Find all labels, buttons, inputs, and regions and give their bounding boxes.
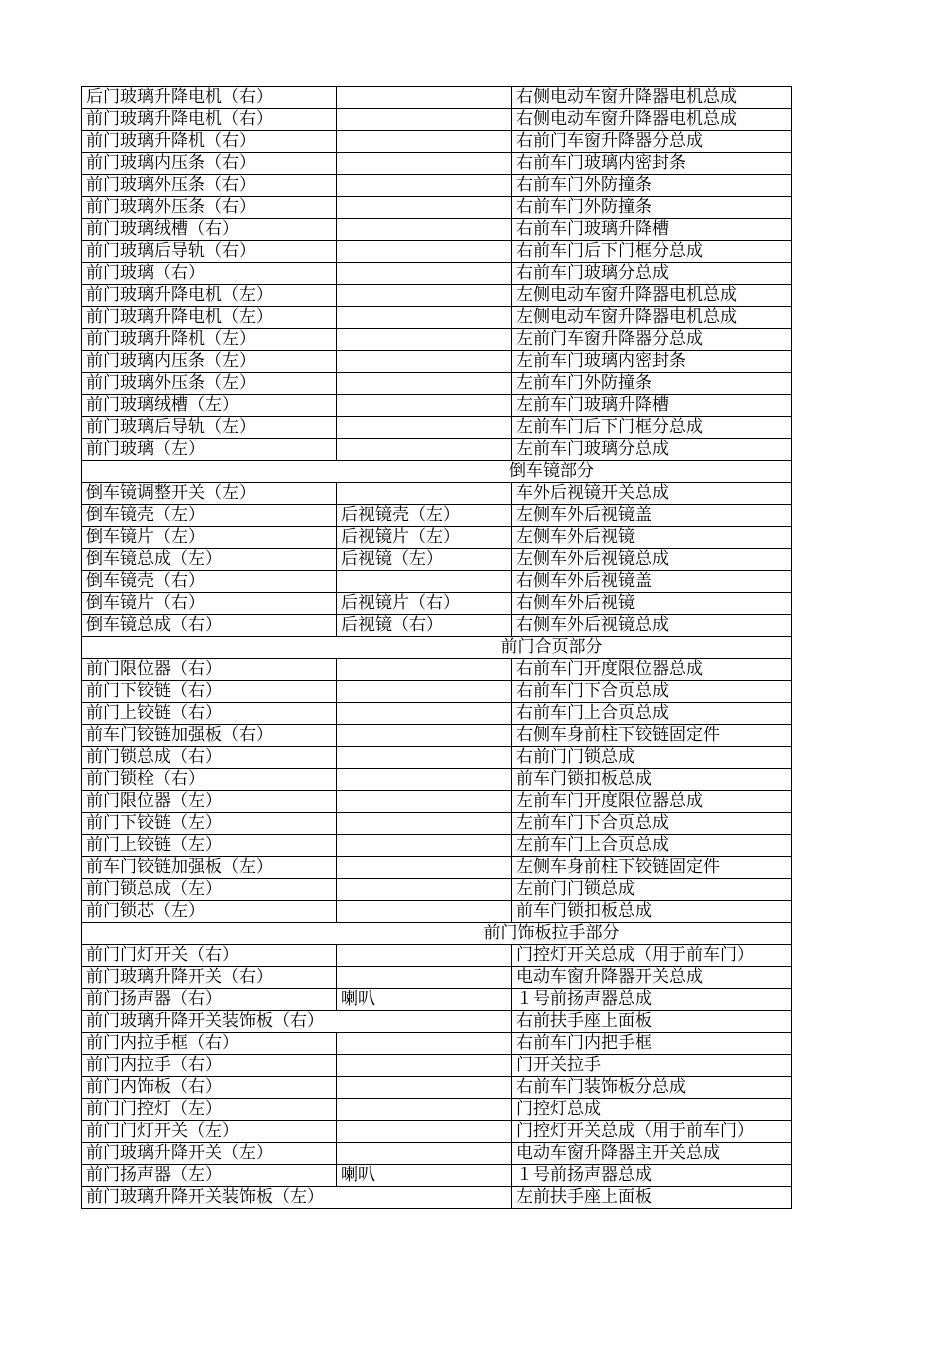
table-row [82,549,792,571]
standard-name-cell: 左前车门玻璃分总成 [512,439,792,461]
standard-name-cell: 右侧车外后视镜总成 [512,615,792,637]
part-name-cell: 前门上铰链（左） [82,835,337,857]
standard-name-cell: 右前车门后下门框分总成 [512,241,792,263]
alias-name-cell [337,483,512,505]
table-row [82,373,792,395]
section-title: 倒车镜部分 [82,461,792,483]
alias-name-cell: 后视镜片（左） [337,527,512,549]
part-name-cell: 倒车镜调整开关（左） [82,483,337,505]
part-name-cell: 前门扬声器（右） [82,989,337,1011]
parts-table-body [82,87,792,1209]
alias-name-cell [337,175,512,197]
alias-name-cell [337,1143,512,1165]
part-name-cell: 前门下铰链（右） [82,681,337,703]
standard-name-cell: 门控灯开关总成（用于前车门） [512,1121,792,1143]
alias-name-cell [337,901,512,923]
part-name-cell: 前门门灯开关（右） [82,945,337,967]
alias-name-cell [337,439,512,461]
table-row [82,87,792,109]
alias-name-cell: 后视镜片（右） [337,593,512,615]
part-name-cell: 前门上铰链（右） [82,703,337,725]
standard-name-cell: 门控灯总成 [512,1099,792,1121]
standard-name-cell: 电动车窗升降器开关总成 [512,967,792,989]
standard-name-cell: 左前门门锁总成 [512,879,792,901]
part-name-cell: 倒车镜总成（右） [82,615,337,637]
table-row [82,791,792,813]
part-name-cell: 前门玻璃升降开关装饰板（左） [82,1187,512,1209]
part-name-cell: 前门内拉手（右） [82,1055,337,1077]
standard-name-cell: 右前车门装饰板分总成 [512,1077,792,1099]
part-name-cell: 后门玻璃升降电机（右） [82,87,337,109]
standard-name-cell: 左侧车外后视镜 [512,527,792,549]
table-row [82,703,792,725]
part-name-cell: 前门玻璃升降电机（左） [82,285,337,307]
table-row [82,681,792,703]
table-row [82,659,792,681]
part-name-cell: 前门限位器（右） [82,659,337,681]
alias-name-cell: 后视镜壳（左） [337,505,512,527]
alias-name-cell [337,417,512,439]
table-row [82,725,792,747]
table-row [82,175,792,197]
table-row [82,483,792,505]
table-row [82,527,792,549]
standard-name-cell: 左前车门上合页总成 [512,835,792,857]
standard-name-cell: 右侧车身前柱下铰链固定件 [512,725,792,747]
table-row [82,505,792,527]
table-row [82,1099,792,1121]
standard-name-cell: 前车门锁扣板总成 [512,769,792,791]
table-row [82,307,792,329]
alias-name-cell [337,725,512,747]
part-name-cell: 倒车镜壳（右） [82,571,337,593]
part-name-cell: 前门玻璃升降机（右） [82,131,337,153]
part-name-cell: 前门锁栓（右） [82,769,337,791]
standard-name-cell: 车外后视镜开关总成 [512,483,792,505]
standard-name-cell: 左侧车外后视镜盖 [512,505,792,527]
alias-name-cell [337,241,512,263]
section-title: 前门饰板拉手部分 [82,923,792,945]
part-name-cell: 前门玻璃（右） [82,263,337,285]
alias-name-cell [337,1055,512,1077]
standard-name-cell: 左侧车身前柱下铰链固定件 [512,857,792,879]
table-row [82,747,792,769]
part-name-cell: 前门玻璃外压条（右） [82,175,337,197]
alias-name-cell [337,681,512,703]
part-name-cell: 倒车镜壳（左） [82,505,337,527]
standard-name-cell: 左前车门玻璃升降槽 [512,395,792,417]
standard-name-cell: 右前车门玻璃分总成 [512,263,792,285]
table-row [82,351,792,373]
part-name-cell: 前门玻璃升降电机（右） [82,109,337,131]
section-header-row [82,637,792,659]
part-name-cell: 前门玻璃外压条（右） [82,197,337,219]
table-row [82,967,792,989]
alias-name-cell [337,351,512,373]
alias-name-cell [337,1099,512,1121]
standard-name-cell: 右侧车外后视镜盖 [512,571,792,593]
alias-name-cell [337,747,512,769]
table-row [82,1011,792,1033]
table-row [82,835,792,857]
part-name-cell: 前门下铰链（左） [82,813,337,835]
alias-name-cell: 后视镜（右） [337,615,512,637]
table-row [82,109,792,131]
part-name-cell: 前门门控灯（左） [82,1099,337,1121]
part-name-cell: 前门玻璃后导轨（右） [82,241,337,263]
standard-name-cell: 左前扶手座上面板 [512,1187,792,1209]
alias-name-cell [337,307,512,329]
standard-name-cell: 左侧电动车窗升降器电机总成 [512,285,792,307]
alias-name-cell [337,263,512,285]
table-row [82,1165,792,1187]
standard-name-cell: 右侧电动车窗升降器电机总成 [512,109,792,131]
alias-name-cell [337,1121,512,1143]
section-header-row [82,923,792,945]
part-name-cell: 前门玻璃内压条（左） [82,351,337,373]
alias-name-cell [337,329,512,351]
alias-name-cell [337,395,512,417]
part-name-cell: 前门玻璃内压条（右） [82,153,337,175]
alias-name-cell [337,835,512,857]
standard-name-cell: 右前车门下合页总成 [512,681,792,703]
table-row [82,813,792,835]
standard-name-cell: 右前车门外防撞条 [512,175,792,197]
standard-name-cell: 右前车门内把手框 [512,1033,792,1055]
table-row [82,241,792,263]
table-row [82,1121,792,1143]
table-row [82,857,792,879]
standard-name-cell: 左前车门后下门框分总成 [512,417,792,439]
alias-name-cell [337,813,512,835]
part-name-cell: 前门玻璃外压条（左） [82,373,337,395]
table-row [82,417,792,439]
table-row [82,219,792,241]
part-name-cell: 前门限位器（左） [82,791,337,813]
alias-name-cell [337,153,512,175]
table-row [82,989,792,1011]
table-row [82,1187,792,1209]
standard-name-cell: 左前车门下合页总成 [512,813,792,835]
standard-name-cell: 左前车门外防撞条 [512,373,792,395]
alias-name-cell [337,131,512,153]
alias-name-cell [337,769,512,791]
part-name-cell: 前门内饰板（右） [82,1077,337,1099]
part-name-cell: 倒车镜片（左） [82,527,337,549]
standard-name-cell: 左前车门玻璃内密封条 [512,351,792,373]
standard-name-cell: 右前门门锁总成 [512,747,792,769]
table-row [82,1055,792,1077]
standard-name-cell: 门开关拉手 [512,1055,792,1077]
standard-name-cell: 右侧电动车窗升降器电机总成 [512,87,792,109]
alias-name-cell [337,197,512,219]
table-row [82,1033,792,1055]
standard-name-cell: 右前车门外防撞条 [512,197,792,219]
table-row [82,1143,792,1165]
table-row [82,197,792,219]
standard-name-cell: 右前扶手座上面板 [512,1011,792,1033]
standard-name-cell: 左侧电动车窗升降器电机总成 [512,307,792,329]
standard-name-cell: 左前车门开度限位器总成 [512,791,792,813]
alias-name-cell [337,945,512,967]
table-row [82,263,792,285]
alias-name-cell [337,857,512,879]
standard-name-cell: 右前车门开度限位器总成 [512,659,792,681]
part-name-cell: 前门锁芯（左） [82,901,337,923]
table-row [82,285,792,307]
alias-name-cell [337,703,512,725]
alias-name-cell: 后视镜（左） [337,549,512,571]
table-row [82,395,792,417]
standard-name-cell: 前车门锁扣板总成 [512,901,792,923]
alias-name-cell [337,1033,512,1055]
part-name-cell: 前车门铰链加强板（左） [82,857,337,879]
table-row [82,945,792,967]
part-name-cell: 前门玻璃升降开关（右） [82,967,337,989]
standard-name-cell: 右前车门玻璃内密封条 [512,153,792,175]
alias-name-cell [337,879,512,901]
alias-name-cell [337,87,512,109]
part-name-cell: 前门玻璃（左） [82,439,337,461]
part-name-cell: 前门玻璃升降开关装饰板（右） [82,1011,512,1033]
part-name-cell: 前车门铰链加强板（右） [82,725,337,747]
part-name-cell: 前门扬声器（左） [82,1165,337,1187]
standard-name-cell: 右前车门玻璃升降槽 [512,219,792,241]
standard-name-cell: 右侧车外后视镜 [512,593,792,615]
alias-name-cell [337,791,512,813]
standard-name-cell: 右前门车窗升降器分总成 [512,131,792,153]
part-name-cell: 前门玻璃后导轨（左） [82,417,337,439]
table-row [82,769,792,791]
part-name-cell: 倒车镜总成（左） [82,549,337,571]
table-row [82,329,792,351]
alias-name-cell [337,967,512,989]
standard-name-cell: １号前扬声器总成 [512,1165,792,1187]
part-name-cell: 前门门灯开关（左） [82,1121,337,1143]
parts-table [81,86,792,1209]
standard-name-cell: １号前扬声器总成 [512,989,792,1011]
table-row [82,571,792,593]
table-row [82,439,792,461]
part-name-cell: 前门玻璃升降电机（左） [82,307,337,329]
alias-name-cell [337,571,512,593]
section-title: 前门合页部分 [82,637,792,659]
part-name-cell: 倒车镜片（右） [82,593,337,615]
alias-name-cell [337,1077,512,1099]
alias-name-cell [337,373,512,395]
part-name-cell: 前门锁总成（右） [82,747,337,769]
table-row [82,879,792,901]
part-name-cell: 前门玻璃绒槽（左） [82,395,337,417]
table-row [82,1077,792,1099]
section-header-row [82,461,792,483]
alias-name-cell [337,219,512,241]
table-row [82,901,792,923]
alias-name-cell [337,659,512,681]
standard-name-cell: 右前车门上合页总成 [512,703,792,725]
table-row [82,153,792,175]
alias-name-cell: 喇叭 [337,1165,512,1187]
table-row [82,131,792,153]
standard-name-cell: 左前门车窗升降器分总成 [512,329,792,351]
alias-name-cell [337,109,512,131]
part-name-cell: 前门内拉手框（右） [82,1033,337,1055]
part-name-cell: 前门玻璃绒槽（右） [82,219,337,241]
standard-name-cell: 电动车窗升降器主开关总成 [512,1143,792,1165]
alias-name-cell: 喇叭 [337,989,512,1011]
part-name-cell: 前门玻璃升降机（左） [82,329,337,351]
table-row [82,615,792,637]
standard-name-cell: 门控灯开关总成（用于前车门） [512,945,792,967]
alias-name-cell [337,285,512,307]
standard-name-cell: 左侧车外后视镜总成 [512,549,792,571]
table-row [82,593,792,615]
part-name-cell: 前门玻璃升降开关（左） [82,1143,337,1165]
part-name-cell: 前门锁总成（左） [82,879,337,901]
